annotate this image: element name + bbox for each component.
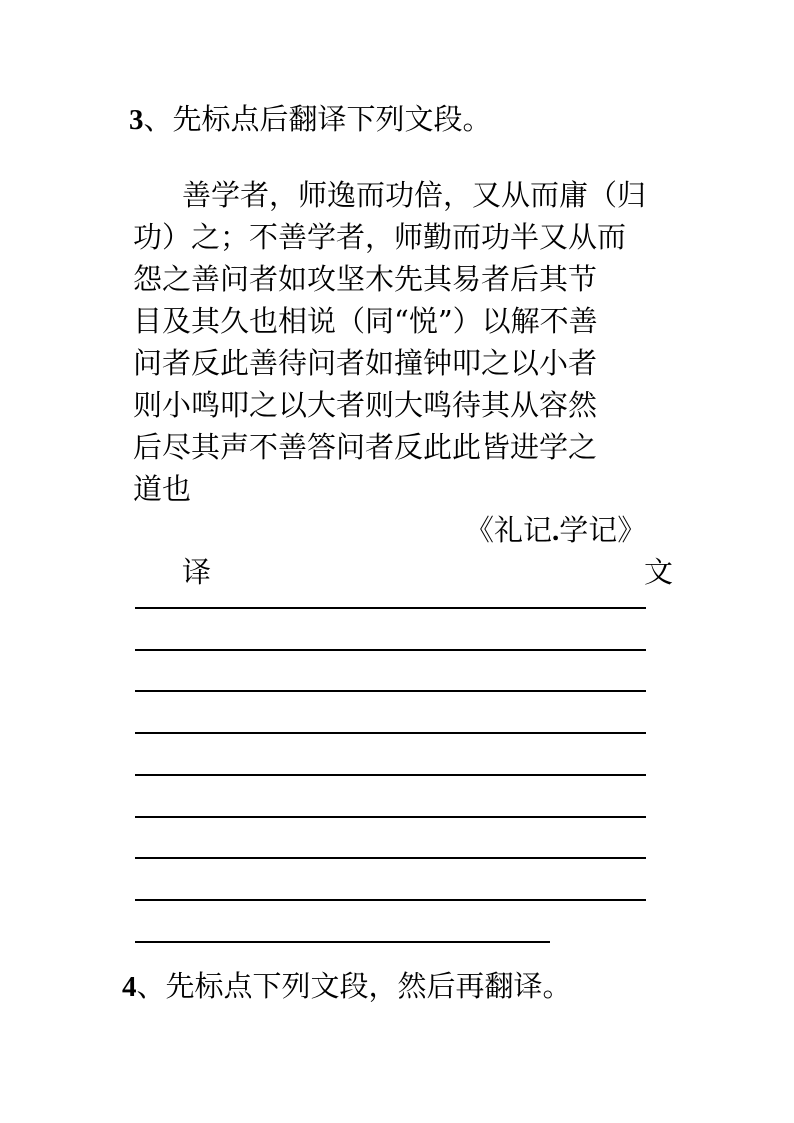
answer-line[interactable]: [135, 941, 550, 943]
classical-passage: [133, 174, 698, 510]
question-3-number: 3: [129, 104, 144, 136]
passage-line: 善学者，师逸而功倍，又从而庸（归: [182, 178, 647, 212]
question-4-number: 4: [122, 971, 137, 1003]
passage-line: 道也: [133, 472, 192, 506]
passage-line: 问者反此善待问者如撞钟叩之以小者: [133, 346, 598, 380]
answer-line[interactable]: [135, 690, 646, 692]
question-3-instruction: 、先标点后翻译下列文段。: [143, 102, 492, 136]
passage-source: [465, 510, 646, 551]
source-book: 《礼记: [465, 513, 553, 547]
answer-line[interactable]: [135, 816, 646, 818]
passage-line: 后尽其声不善答问者反此此皆进学之: [133, 430, 598, 464]
question-4-title: [122, 966, 572, 1007]
answer-line[interactable]: [135, 732, 646, 734]
answer-line[interactable]: [135, 774, 646, 776]
answer-line[interactable]: [135, 649, 646, 651]
question-3-title: [129, 99, 492, 140]
answer-line[interactable]: [135, 607, 646, 609]
passage-line: 怨之善问者如攻坚木先其易者后其节: [133, 262, 598, 296]
passage-line: 目及其久也相说（同“悦”）以解不善: [133, 304, 598, 338]
translation-label-left: 译: [182, 555, 212, 589]
translation-label-right: 文: [644, 555, 674, 589]
answer-line[interactable]: [135, 857, 646, 859]
passage-line: 则小鸣叩之以大者则大鸣待其从容然: [133, 388, 598, 422]
source-chapter: 学记》: [559, 513, 647, 547]
passage-line: 功）之；不善学者，师勤而功半又从而: [133, 220, 627, 254]
answer-line[interactable]: [135, 899, 646, 901]
question-4-instruction: 、先标点下列文段，然后再翻译。: [136, 969, 572, 1003]
source-separator: .: [552, 515, 560, 547]
